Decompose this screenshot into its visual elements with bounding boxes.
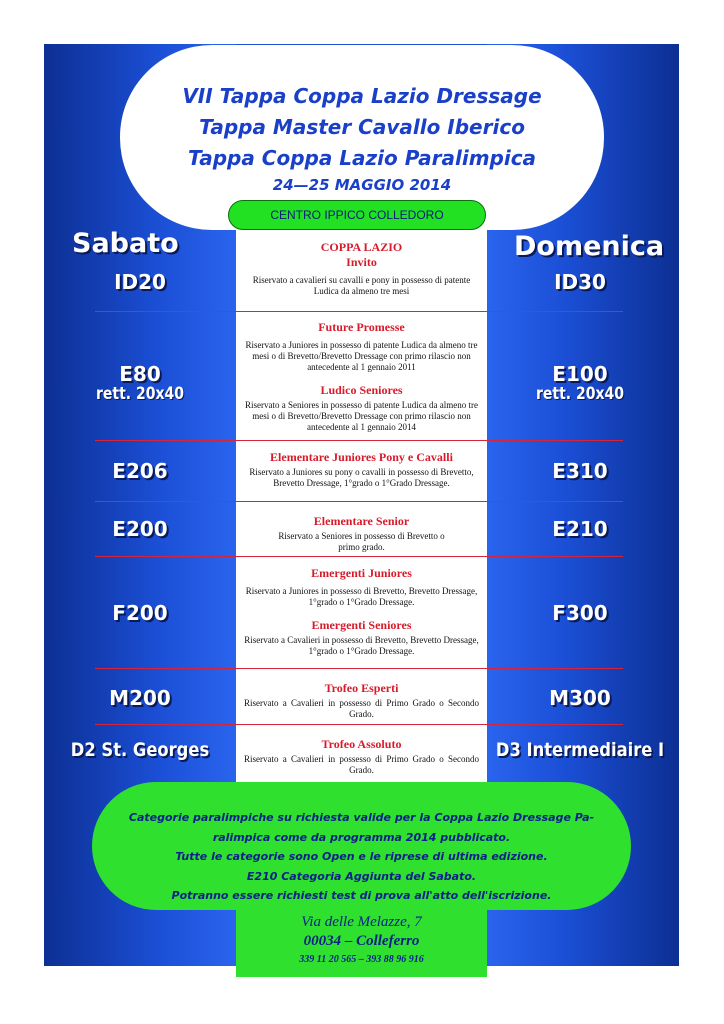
row-divider — [95, 556, 623, 557]
notes-panel — [92, 782, 631, 910]
saturday-class-e80: E80 — [119, 362, 161, 386]
category-title: COPPA LAZIO — [320, 240, 403, 254]
note-line: E210 Categoria Aggiunta del Sabato. — [246, 869, 477, 883]
category-future-promesse — [240, 320, 483, 373]
category-description: Riservato a Cavalieri in possesso di Primo Grado o Secondo Grado. — [244, 698, 479, 719]
category-description: Riservato a Seniores in possesso di Brevetto o primo grado. — [278, 531, 445, 552]
category-description: Riservato a Seniores in possesso di patente Ludica da almeno tre mesi o di Brevetto/Brevetto Dressage con primo rilascio non antecedente al 1 gennaio 2014 — [245, 400, 478, 432]
event-subtitle-paralimpica: Tappa Coppa Lazio Paralimpica — [187, 146, 537, 170]
category-title: Ludico Seniores — [320, 383, 403, 397]
category-description: Riservato a Cavalieri in possesso di Primo Grado o Secondo Grado. — [244, 754, 479, 775]
category-title: Elementare Senior — [313, 514, 410, 528]
saturday-class-f200: F200 — [112, 601, 168, 625]
address-city: 00034 – Colleferro — [303, 933, 420, 949]
category-ludico-seniores — [240, 383, 483, 433]
category-subtitle: Invito — [346, 255, 377, 269]
venue-badge: CENTRO IPPICO COLLEDORO — [228, 200, 486, 230]
sunday-class-e210: E210 — [552, 517, 608, 541]
day-sunday: Domenica — [514, 231, 665, 262]
note-line: Tutte le categorie sono Open e le riprese di ultima edizione. — [175, 850, 548, 863]
sunday-class-m300: M300 — [549, 686, 611, 710]
row-divider — [95, 440, 623, 441]
saturday-class-e200: E200 — [112, 517, 168, 541]
row-divider — [95, 311, 623, 312]
note-line: Categorie paralimpiche su richiesta valide per la Coppa Lazio Dressage Pa- — [128, 811, 595, 824]
category-trofeo-esperti — [240, 681, 483, 720]
event-title: VII Tappa Coppa Lazio Dressage — [182, 84, 542, 108]
saturday-class-m200: M200 — [109, 686, 171, 710]
row-divider — [95, 724, 623, 725]
category-emergenti-juniores — [240, 566, 483, 608]
sunday-class-f300: F300 — [552, 601, 608, 625]
saturday-arena-note: rett. 20x40 — [96, 384, 184, 404]
event-date: 24—25 MAGGIO 2014 — [272, 176, 452, 194]
category-description: Riservato a cavalieri su cavalli e pony in possesso di patente Ludica da almeno tre mesi — [252, 275, 471, 296]
address-block — [236, 910, 487, 977]
saturday-class-e206: E206 — [112, 459, 168, 483]
sunday-class-id30: ID30 — [554, 270, 606, 294]
phone-numbers: 339 11 20 565 – 393 88 96 916 — [299, 954, 424, 965]
category-elementare-senior — [240, 514, 483, 553]
saturday-class-d2: D2 St. Georges — [70, 739, 210, 761]
category-trofeo-assoluto — [240, 737, 483, 776]
day-saturday: Sabato — [72, 228, 179, 259]
category-description: Riservato a Juniores su pony o cavalli in possesso di Brevetto, Brevetto Dressage, 1°grado o 1°Grado Dressage. — [249, 467, 474, 488]
note-line: ralimpica come da programma 2014 pubblicato. — [212, 830, 511, 844]
sunday-class-e100: E100 — [552, 362, 608, 386]
category-description: Riservato a Juniores in possesso di Brevetto, Brevetto Dressage, 1°grado o 1°Grado Dressage. — [245, 586, 478, 607]
note-line: Potranno essere richiesti test di prova all'atto dell'iscrizione. — [171, 889, 552, 902]
category-title: Trofeo Esperti — [324, 681, 399, 695]
sunday-class-e310: E310 — [552, 459, 608, 483]
category-description: Riservato a Cavalieri in possesso di Brevetto, Brevetto Dressage, 1°grado o 1°Grado Dressage. — [244, 635, 479, 656]
row-divider — [95, 668, 623, 669]
category-title: Future Promesse — [318, 320, 405, 334]
sunday-class-d3: D3 Intermediaire I — [495, 739, 665, 761]
category-emergenti-seniores — [240, 618, 483, 657]
sunday-arena-note: rett. 20x40 — [536, 384, 624, 404]
event-subtitle-master: Tappa Master Cavallo Iberico — [199, 115, 525, 139]
category-title: Emergenti Juniores — [311, 566, 412, 580]
category-description: Riservato a Juniores in possesso di patente Ludica da almeno tre mesi o di Brevetto/Brevetto Dressage con primo rilascio non antecedente al 1 gennaio 2011 — [245, 340, 478, 372]
address-street: Via delle Melazze, 7 — [301, 914, 422, 930]
category-title: Emergenti Seniores — [311, 618, 412, 632]
category-elementare-juniores — [240, 450, 483, 489]
category-title: Trofeo Assoluto — [321, 737, 402, 751]
row-divider — [95, 501, 623, 502]
saturday-class-id20: ID20 — [114, 270, 166, 294]
category-title: Elementare Juniores Pony e Cavalli — [270, 450, 453, 464]
category-coppa-lazio — [240, 240, 483, 297]
